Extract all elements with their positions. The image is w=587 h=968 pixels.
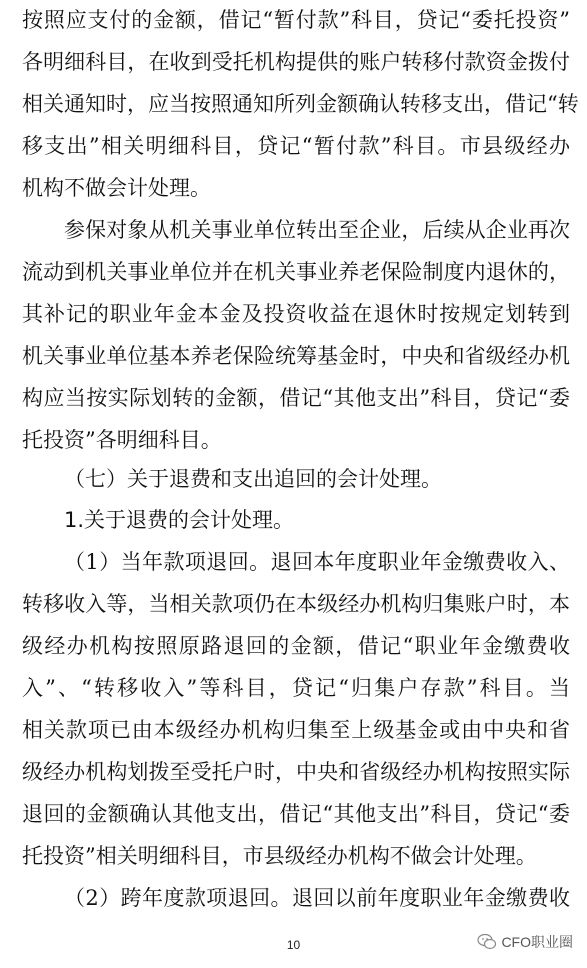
text-line: 机构不做会计处理。: [22, 176, 211, 200]
text-line: 转移收入等，当相关款项仍在本级经办机构归集账户时，本: [22, 592, 570, 616]
text-line: 其补记的职业年金本金及投资收益在退休时按规定划转到: [22, 302, 570, 326]
text-line: 流动到机关事业单位并在机关事业养老保险制度内退休的，: [22, 260, 570, 284]
text-line: 入”、“转移收入”等科目，贷记“归集户存款”科目。当: [22, 676, 570, 700]
text-line: 相关通知时，应当按照通知所列金额确认转移支出，借记“转: [22, 92, 579, 116]
paragraph-first-line: 参保对象从机关事业单位转出至企业，后续从企业再次: [64, 218, 570, 242]
text-line: 级经办机构划拨至受托户时，中央和省级经办机构按照实际: [22, 760, 570, 784]
text-line: 移支出”相关明细科目，贷记“暂付款”科目。市县级经办: [22, 134, 570, 158]
wechat-icon: [477, 933, 497, 951]
watermark: [477, 932, 573, 952]
paragraph-first-line: （1）当年款项退回。退回本年度职业年金缴费收入、: [64, 550, 570, 574]
text-line: 相关款项已由本级经办机构归集至上级基金或由中央和省: [22, 718, 570, 742]
text-line: 机关事业单位基本养老保险统筹基金时，中央和省级经办机: [22, 344, 570, 368]
text-line: 各明细科目，在收到受托机构提供的账户转移付款资金拨付: [22, 50, 570, 74]
paragraph-first-line: （2）跨年度款项退回。退回以前年度职业年金缴费收: [64, 886, 570, 910]
watermark-text: CFO职业圈: [501, 934, 573, 950]
text-line: 退回的金额确认其他支出，借记“其他支出”科目，贷记“委: [22, 802, 570, 826]
text-line: 托投资”各明细科目。: [22, 428, 222, 452]
subsection-heading: 1.关于退费的会计处理。: [64, 508, 295, 532]
text-line: 构应当按实际划转的金额，借记“其他支出”科目，贷记“委: [22, 386, 570, 410]
text-line: 级经办机构按照原路退回的金额，借记“职业年金缴费收: [22, 634, 570, 658]
page-number: 10: [286, 938, 301, 952]
text-line: 托投资”相关明细科目，市县级经办机构不做会计处理。: [22, 844, 537, 868]
section-heading: （七）关于退费和支出追回的会计处理。: [64, 467, 442, 491]
text-line: 按照应支付的金额，借记“暂付款”科目，贷记“委托投资”: [22, 8, 570, 32]
